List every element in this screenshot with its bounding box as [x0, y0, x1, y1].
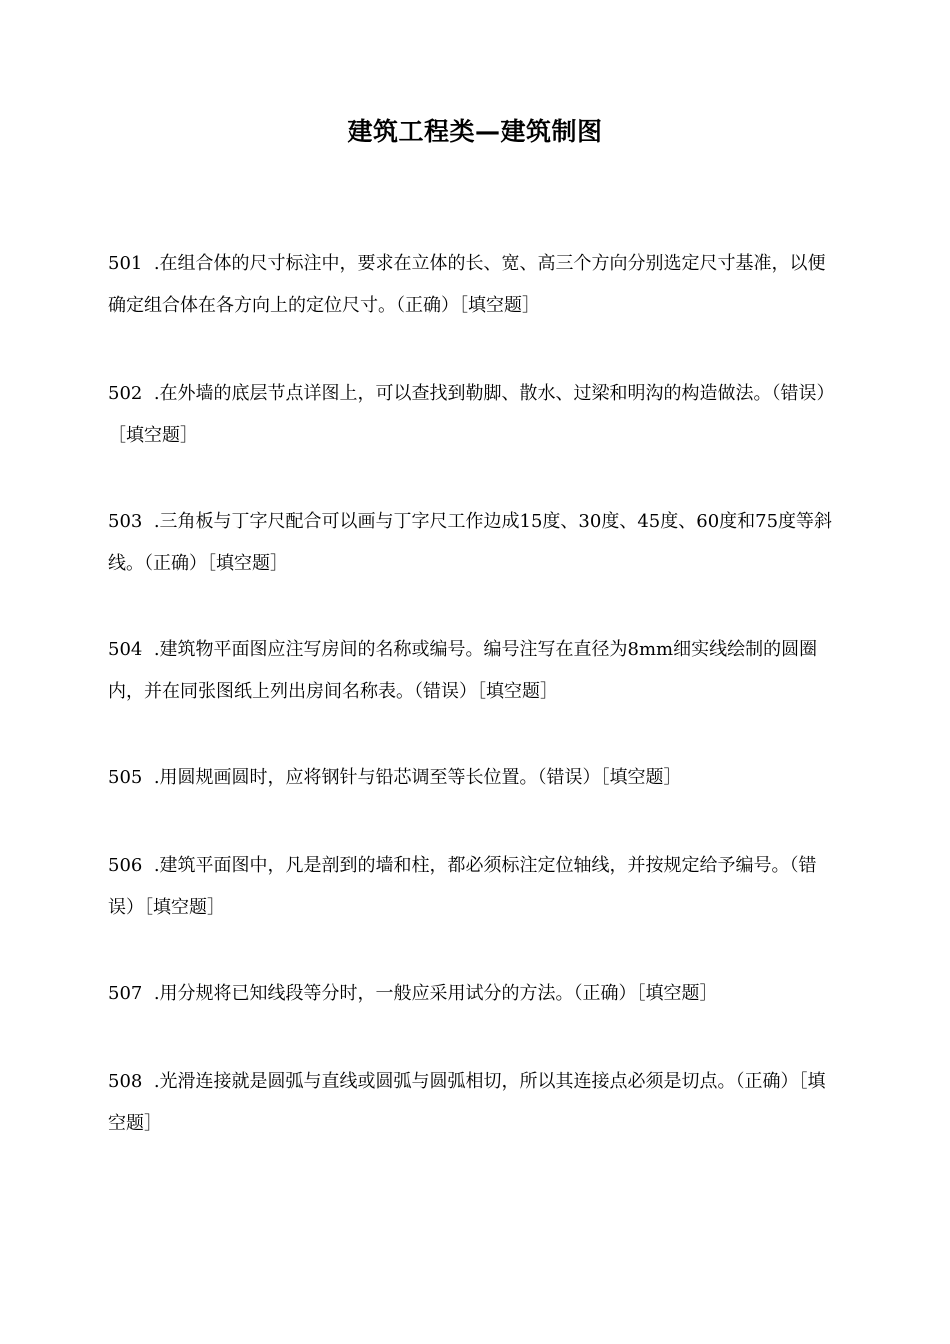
- question-item: [108, 629, 840, 713]
- question-number: 508: [108, 1071, 143, 1092]
- question-number: 502: [108, 383, 143, 404]
- question-number: 504: [108, 639, 143, 660]
- question-item: [108, 243, 840, 327]
- question-text: .三角板与丁字尺配合可以画与丁字尺工作边成15度、30度、45度、60度和75度等斜线。（正确）［填空题］: [108, 511, 833, 574]
- question-text: .用圆规画圆时，应将钢针与铅芯调至等长位置。（错误）［填空题］: [153, 767, 682, 788]
- question-text: .建筑物平面图应注写房间的名称或编号。编号注写在直径为8mm细实线绘制的圆圈内，并在同张图纸上列出房间名称表。（错误）［填空题］: [108, 639, 818, 702]
- question-number: 501: [108, 253, 143, 274]
- question-text: .光滑连接就是圆弧与直线或圆弧与圆弧相切，所以其连接点必须是切点。（正确）［填空题］: [108, 1071, 826, 1134]
- question-text: .用分规将已知线段等分时，一般应采用试分的方法。（正确）［填空题］: [153, 983, 718, 1004]
- question-item: [108, 501, 840, 585]
- question-text: .在组合体的尺寸标注中，要求在立体的长、宽、高三个方向分别选定尺寸基准，以便确定组合体在各方向上的定位尺寸。（正确）［填空题］: [108, 253, 826, 316]
- page-title: 建筑工程类—建筑制图: [347, 117, 603, 146]
- question-item: [108, 757, 840, 799]
- question-number: 506: [108, 855, 143, 876]
- question-number: 505: [108, 767, 143, 788]
- question-number: 503: [108, 511, 143, 532]
- question-item: [108, 1061, 840, 1145]
- question-item: [108, 845, 840, 929]
- question-number: 507: [108, 983, 143, 1004]
- question-item: [108, 973, 840, 1015]
- question-item: [108, 373, 840, 457]
- question-text: .在外墙的底层节点详图上，可以查找到勒脚、散水、过梁和明沟的构造做法。（错误）［填空题］: [108, 383, 835, 446]
- question-text: .建筑平面图中，凡是剖到的墙和柱，都必须标注定位轴线，并按规定给予编号。（错误）［填空题］: [108, 855, 817, 918]
